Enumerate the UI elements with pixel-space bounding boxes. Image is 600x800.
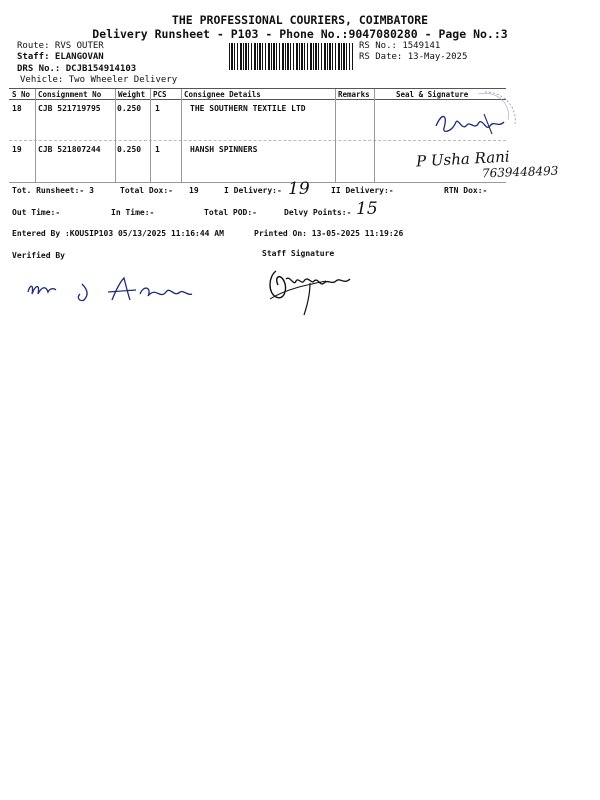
col-divider <box>115 89 116 182</box>
col-header-consignee: Consignee Details <box>184 90 261 99</box>
row-consignee: HANSH SPINNERS <box>190 145 258 154</box>
row18-signature <box>432 108 512 142</box>
in-time-label: In Time:- <box>111 208 155 217</box>
table-bottom-border <box>9 182 506 183</box>
staff-label: Staff: ELANGOVAN <box>17 52 104 62</box>
row-consignment: CJB 521807244 <box>38 145 101 154</box>
col-header-remarks: Remarks <box>338 90 370 99</box>
rtn-dox-label: RTN Dox:- <box>444 186 488 195</box>
total-dox-label: Total Dox:- <box>120 186 173 195</box>
rs-date: RS Date: 13-May-2025 <box>359 52 468 62</box>
staff-signature <box>266 259 361 323</box>
total-pod-label: Total POD:- <box>204 208 257 217</box>
col-header-weight: Weight <box>118 90 146 99</box>
entered-by: Entered By :KOUSIP103 05/13/2025 11:16:44 AM <box>12 229 224 238</box>
delvy-points-label: Delvy Points:- <box>284 208 352 217</box>
row-weight: 0.250 <box>117 104 142 113</box>
route-label: Route: RVS OUTER <box>17 41 104 51</box>
tot-runsheet: Tot. Runsheet:- 3 <box>12 186 94 195</box>
out-time-label: Out Time:- <box>12 208 61 217</box>
col-header-consignment: Consignment No <box>38 90 102 99</box>
total-dox-value: 19 <box>189 186 199 195</box>
barcode <box>229 43 353 70</box>
row-consignee: THE SOUTHERN TEXTILE LTD <box>190 104 306 113</box>
col-header-seal: Seal & Signature <box>396 90 469 99</box>
vehicle-label: Vehicle: Two Wheeler Delivery <box>20 75 178 85</box>
rs-number: RS No.: 1549141 <box>359 41 441 51</box>
col-divider <box>35 89 36 182</box>
row-pcs: 1 <box>155 104 160 113</box>
verified-by-signature <box>24 270 199 314</box>
runsheet-title: Delivery Runsheet - P103 - Phone No.:9047080280 - Page No.:3 <box>92 27 508 41</box>
col-divider <box>335 89 336 182</box>
row-pcs: 1 <box>155 145 160 154</box>
col-divider <box>150 89 151 182</box>
row19-handwritten-name: P Usha Rani <box>415 147 511 171</box>
delvy-points-handwritten: 15 <box>356 199 378 219</box>
ii-delivery-label: II Delivery:- <box>331 186 394 195</box>
row-weight: 0.250 <box>117 145 142 154</box>
row-sno: 19 <box>12 145 22 154</box>
col-header-sno: S No <box>12 90 31 99</box>
staff-signature-label: Staff Signature <box>262 249 335 258</box>
row19-handwritten-phone: 7639448493 <box>481 163 559 181</box>
verified-by-label: Verified By <box>12 251 65 260</box>
printed-on: Printed On: 13-05-2025 11:19:26 <box>254 229 404 238</box>
i-delivery-label: I Delivery:- <box>224 186 282 195</box>
col-divider <box>181 89 182 182</box>
row-sno: 18 <box>12 104 22 113</box>
i-delivery-handwritten: 19 <box>288 179 310 199</box>
row-consignment: CJB 521719795 <box>38 104 101 113</box>
drs-number: DRS No.: DCJB154914103 <box>17 64 137 74</box>
col-header-pcs: PCS <box>153 90 167 99</box>
col-divider <box>374 89 375 182</box>
company-title: THE PROFESSIONAL COURIERS, COIMBATORE <box>171 13 429 27</box>
